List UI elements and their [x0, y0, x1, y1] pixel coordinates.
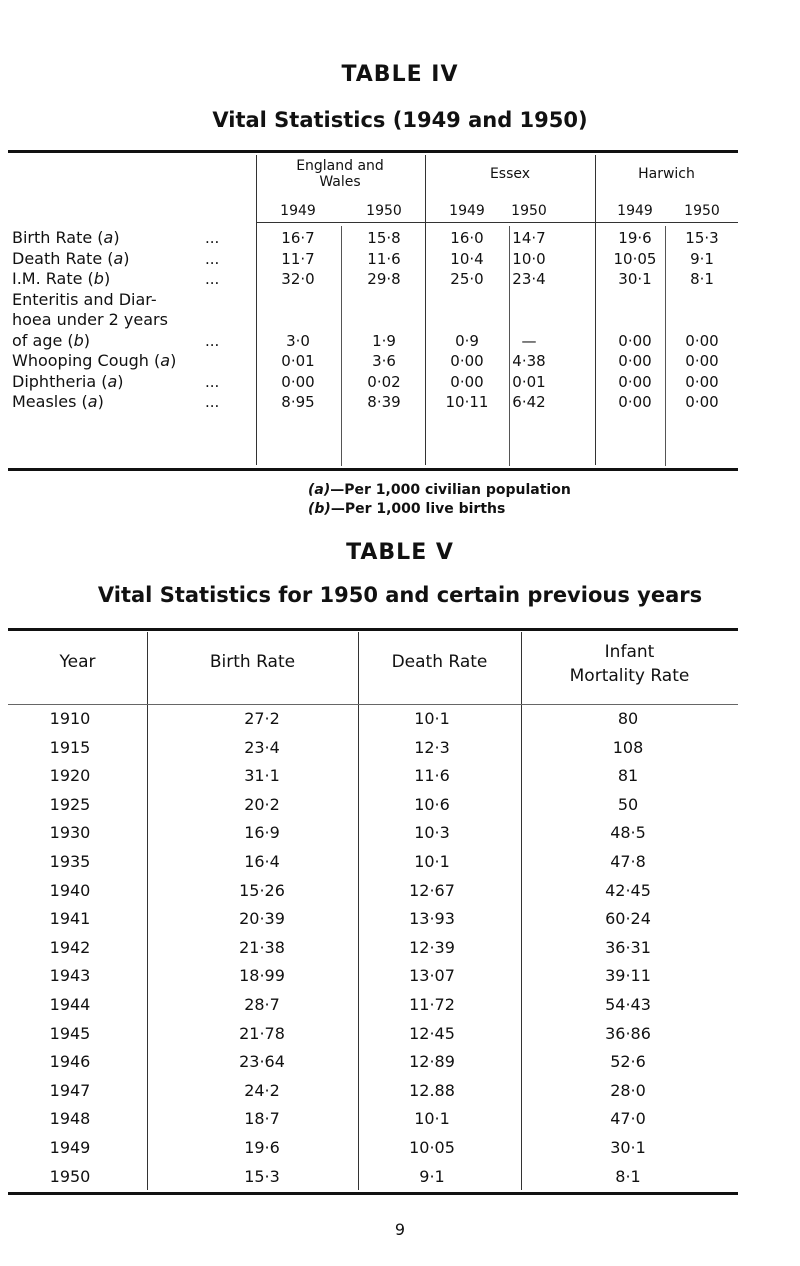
- row-leader-dots: ...: [205, 249, 220, 268]
- top-rule: [8, 628, 738, 631]
- row-leader-dots: ...: [205, 270, 220, 288]
- table-cell: 1943: [49, 966, 91, 986]
- table-cell: 0·00: [685, 393, 719, 411]
- row-label: hoea under 2 years: [12, 310, 168, 329]
- table-cell: 23·4: [512, 270, 546, 288]
- table-cell: 23·4: [244, 737, 280, 757]
- table-cell: 1942: [49, 937, 91, 957]
- table-cell: 30·1: [618, 270, 652, 288]
- table-cell: 1925: [49, 794, 91, 814]
- table-cell: 11·72: [409, 995, 455, 1014]
- group-header-essex: Essex: [489, 166, 531, 182]
- table-cell: 28·7: [244, 995, 280, 1014]
- table-cell: —: [521, 331, 537, 350]
- table-cell: 0·00: [450, 352, 484, 370]
- table-cell: 0·01: [512, 372, 546, 391]
- table-cell: 1941: [49, 909, 91, 929]
- row-label: Measles (a): [12, 392, 104, 411]
- table-cell: 12·89: [409, 1052, 455, 1072]
- table4-title: TABLE IV: [341, 62, 459, 87]
- table-cell: 29·8: [367, 270, 401, 288]
- table-cell: 0·00: [450, 372, 484, 391]
- table5-subtitle: Vital Statistics for 1950 and certain previous years: [97, 583, 703, 607]
- table-cell: 1947: [49, 1080, 91, 1100]
- table-cell: 18·7: [244, 1109, 280, 1129]
- table-cell: 15·3: [244, 1166, 280, 1186]
- table-cell: 1946: [49, 1052, 91, 1072]
- year-header: 1950: [366, 203, 402, 219]
- table-cell: 42·45: [605, 880, 651, 900]
- bottom-rule: [8, 1192, 738, 1195]
- table-cell: 16·7: [281, 229, 315, 247]
- table-cell: 31·1: [244, 766, 280, 786]
- column-divider: [595, 155, 596, 465]
- header-mortality-rate: Mortality Rate: [569, 666, 690, 686]
- row-leader-dots: ...: [205, 393, 220, 411]
- table-cell: 36·86: [605, 1023, 651, 1043]
- table-cell: 1948: [49, 1109, 91, 1129]
- table-cell: 10·05: [613, 249, 657, 268]
- footnote-a: (a)—Per 1,000 civilian population: [308, 482, 571, 498]
- table-cell: 10·0: [512, 249, 546, 268]
- table-cell: 1950: [49, 1166, 91, 1186]
- table-cell: 13·93: [409, 909, 455, 929]
- table-cell: 15·3: [685, 229, 719, 247]
- table5-title: TABLE V: [346, 540, 454, 565]
- table-cell: 16·9: [244, 823, 280, 843]
- table-cell: 81: [617, 766, 639, 786]
- table-cell: 1·9: [372, 331, 396, 350]
- table-cell: 0·00: [618, 331, 652, 350]
- table-cell: 0·00: [618, 393, 652, 411]
- table-cell: 11·6: [367, 249, 401, 268]
- column-divider: [425, 155, 426, 465]
- column-divider: [341, 226, 342, 466]
- table-cell: 0·01: [281, 352, 315, 370]
- table-cell: 108: [612, 737, 644, 757]
- table-cell: 8·95: [281, 393, 315, 411]
- table-cell: 10·1: [414, 1109, 450, 1129]
- table-cell: 19·6: [244, 1138, 280, 1157]
- table-cell: 11·7: [281, 249, 315, 268]
- row-leader-dots: ...: [205, 229, 220, 247]
- table-cell: 30·1: [610, 1138, 646, 1157]
- table-cell: 9·1: [419, 1166, 445, 1186]
- footnote-b: (b)—Per 1,000 live births: [308, 501, 506, 517]
- bottom-rule: [8, 468, 738, 471]
- table-cell: 12·3: [414, 737, 450, 757]
- table-cell: 27·2: [244, 709, 280, 728]
- table-cell: 15·8: [367, 229, 401, 247]
- table-cell: 8·1: [615, 1166, 641, 1186]
- row-label: Death Rate (a): [12, 248, 130, 268]
- year-header: 1949: [617, 203, 653, 219]
- table-cell: 12.88: [409, 1080, 455, 1100]
- table-cell: 10·1: [414, 852, 450, 871]
- table-cell: 12·67: [409, 880, 455, 900]
- table-cell: 24·2: [244, 1080, 280, 1100]
- table-cell: 0·00: [685, 352, 719, 370]
- table-cell: 47·0: [610, 1109, 646, 1129]
- table-cell: 28·0: [610, 1080, 646, 1100]
- group-header-harwich: Harwich: [638, 166, 695, 182]
- table-cell: 1930: [49, 823, 91, 843]
- header-rule: [8, 704, 738, 705]
- table-cell: 0·00: [685, 331, 719, 350]
- table-cell: 1935: [49, 852, 91, 871]
- table-cell: 10·6: [414, 794, 450, 814]
- year-header: 1950: [684, 203, 720, 219]
- table-cell: 1949: [49, 1138, 91, 1157]
- table-cell: 60·24: [605, 909, 651, 929]
- table-cell: 15·26: [239, 880, 285, 900]
- table4-subtitle: Vital Statistics (1949 and 1950): [212, 108, 588, 132]
- table-cell: 10·1: [414, 709, 450, 728]
- table-cell: 25·0: [450, 270, 484, 288]
- table-cell: 9·1: [690, 249, 714, 268]
- year-header: 1949: [449, 203, 485, 219]
- table-cell: 0·9: [455, 331, 479, 350]
- table-cell: 1940: [49, 880, 91, 900]
- table-cell: 52·6: [610, 1052, 646, 1072]
- table-cell: 0·00: [618, 372, 652, 391]
- table-cell: 11·6: [414, 766, 450, 786]
- table-cell: 1910: [49, 709, 91, 728]
- table-cell: 1915: [49, 737, 91, 757]
- table-cell: 14·7: [512, 229, 546, 247]
- table-cell: 21·38: [239, 937, 285, 957]
- header-rule: [256, 222, 738, 223]
- table-cell: 8·39: [367, 393, 401, 411]
- table-cell: 6·42: [512, 393, 546, 411]
- row-label: Enteritis and Diar-: [12, 289, 157, 309]
- page-number: 9: [394, 1220, 406, 1239]
- year-header: 1950: [511, 203, 547, 219]
- table-cell: 54·43: [605, 995, 651, 1014]
- row-leader-dots: ...: [205, 372, 220, 391]
- header-death-rate: Death Rate: [391, 652, 488, 672]
- table-cell: 0·00: [685, 372, 719, 391]
- table-cell: 0·00: [618, 352, 652, 370]
- table-cell: 20·39: [239, 909, 285, 929]
- year-header: 1949: [280, 203, 316, 219]
- table-cell: 12·45: [409, 1023, 455, 1043]
- table-cell: 13·07: [409, 966, 455, 986]
- table-cell: 47·8: [610, 852, 646, 871]
- table-cell: 39·11: [605, 966, 651, 986]
- header-birth-rate: Birth Rate: [209, 652, 296, 672]
- table-cell: 1945: [49, 1023, 91, 1043]
- table-cell: 12·39: [409, 937, 455, 957]
- column-divider: [521, 632, 522, 1190]
- column-divider: [147, 632, 148, 1190]
- table-cell: 1944: [49, 995, 91, 1014]
- row-leader-dots: ...: [205, 331, 220, 350]
- table-cell: 16·4: [244, 852, 280, 871]
- top-rule: [8, 150, 738, 153]
- table-cell: 4·38: [512, 352, 546, 370]
- table-cell: 3·6: [372, 352, 396, 370]
- column-divider: [256, 155, 257, 465]
- table-cell: 10·11: [445, 393, 489, 411]
- row-label: Birth Rate (a): [12, 228, 120, 247]
- header-year: Year: [59, 652, 96, 672]
- table-cell: 16·0: [450, 229, 484, 247]
- row-label: I.M. Rate (b): [12, 269, 111, 288]
- table-cell: 21·78: [239, 1023, 285, 1043]
- table-cell: 36·31: [605, 937, 651, 957]
- table-cell: 48·5: [610, 823, 646, 843]
- group-header-england-wales: England and Wales: [296, 158, 384, 190]
- table-cell: 18·99: [239, 966, 285, 986]
- table-cell: 19·6: [618, 229, 652, 247]
- header-infant: Infant: [604, 642, 655, 662]
- table-cell: 0·00: [281, 372, 315, 391]
- table-cell: 0·02: [367, 372, 401, 391]
- table-cell: 10·4: [450, 249, 484, 268]
- table-cell: 50: [617, 794, 639, 814]
- table-cell: 32·0: [281, 270, 315, 288]
- table-cell: 10·05: [409, 1138, 455, 1157]
- table-cell: 10·3: [414, 823, 450, 843]
- table-cell: 8·1: [690, 270, 714, 288]
- table-cell: 23·64: [239, 1052, 285, 1072]
- row-label: of age (b): [12, 330, 91, 350]
- table-cell: 20·2: [244, 794, 280, 814]
- row-label: Whooping Cough (a): [12, 351, 177, 370]
- table-cell: 80: [617, 709, 639, 728]
- table-cell: 1920: [49, 766, 91, 786]
- row-label: Diphtheria (a): [12, 371, 124, 391]
- table-cell: 3·0: [286, 331, 310, 350]
- column-divider: [358, 632, 359, 1190]
